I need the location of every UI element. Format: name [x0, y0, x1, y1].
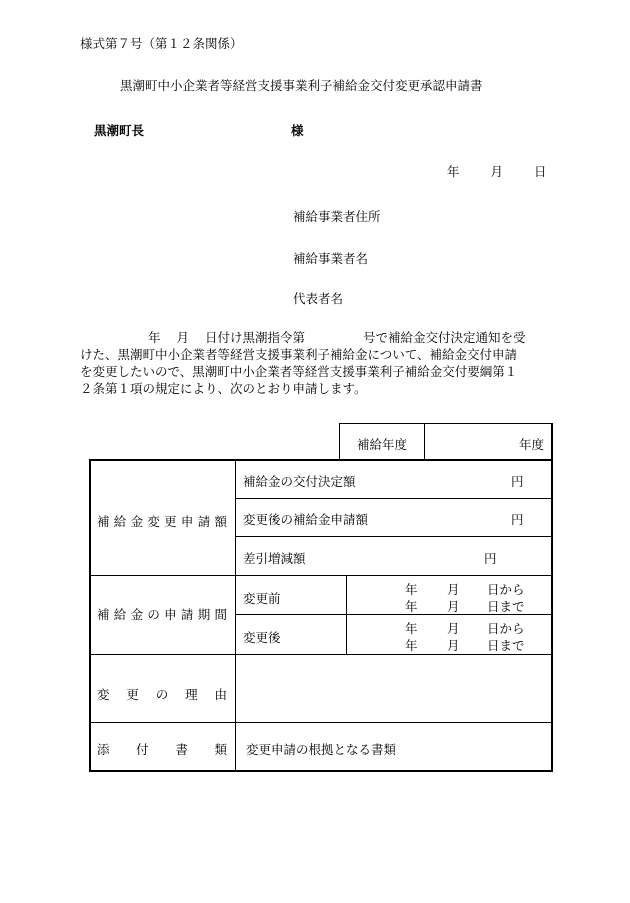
- period-after-from-year: 年: [405, 621, 418, 636]
- table-line: [346, 575, 347, 654]
- statement-date-ref: 日付け黒潮指令第: [205, 330, 306, 345]
- period-after-from-month: 月: [447, 621, 460, 636]
- table-line: [91, 722, 552, 723]
- period-before-to-month: 月: [447, 599, 460, 614]
- period-before-from-month: 月: [447, 582, 460, 597]
- reason-label: 変 更 の 理 由: [97, 687, 227, 702]
- period-after-to-day: 日まで: [487, 638, 525, 653]
- attachments-label: 添 付 書 類: [97, 742, 227, 757]
- attachments-value: 変更申請の根拠となる書類: [246, 742, 397, 757]
- document-title: 黒潮町中小企業者等経営支援事業利子補給金交付変更承認申請書: [120, 78, 483, 93]
- date-line: [447, 162, 547, 180]
- period-after-label: 変更後: [243, 630, 281, 645]
- date-month: 月: [490, 164, 504, 179]
- statement-year: 年: [148, 330, 161, 345]
- table-line: [89, 459, 91, 772]
- applicant-address-label: 補給事業者住所: [293, 209, 381, 224]
- table-line: [89, 459, 553, 461]
- statement-month: 月: [176, 330, 190, 345]
- period-after-to-year: 年: [405, 638, 418, 653]
- table-line: [91, 654, 552, 655]
- statement-line-4: ２条第１項の規定により、次のとおり申請します。: [80, 381, 367, 396]
- fiscal-year-unit: 年度: [519, 437, 545, 452]
- period-before-label: 変更前: [243, 591, 281, 606]
- period-after-to-month: 月: [447, 638, 460, 653]
- table-line: [89, 770, 553, 772]
- statement-line-2: けた、黒潮町中小企業者等経営支援事業利子補給金について、補給金交付申請: [80, 347, 518, 362]
- form-number: 様式第７号（第１２条関係）: [80, 36, 243, 51]
- period-after-from-day: 日から: [487, 621, 525, 636]
- difference-label: 差引増減額: [243, 551, 306, 566]
- table-line: [339, 423, 552, 424]
- applicant-name-label: 補給事業者名: [293, 251, 369, 266]
- table-line: [551, 423, 553, 772]
- decided-amount-label: 補給金の交付決定額: [243, 474, 356, 489]
- application-statement: [80, 329, 526, 397]
- table-line: [235, 461, 236, 771]
- period-before-to-year: 年: [405, 599, 418, 614]
- period-before-from-day: 日から: [487, 582, 525, 597]
- honorific: 様: [291, 123, 304, 138]
- table-line: [424, 423, 425, 461]
- date-year: 年: [447, 164, 460, 179]
- amount-section-label: 補 給 金 変 更 申 請 額: [97, 514, 227, 529]
- statement-number-ref: 号で補給金交付決定通知を受: [363, 330, 526, 345]
- addressee: 黒潮町長: [94, 123, 145, 138]
- period-before-from-year: 年: [405, 582, 418, 597]
- fiscal-year-label: 補給年度: [356, 437, 407, 452]
- period-before-to-day: 日まで: [487, 599, 525, 614]
- decided-amount-unit: 円: [511, 474, 524, 489]
- statement-line-3: を変更したいので、黒潮町中小企業者等経営支援事業利子補給金交付要綱第１: [80, 364, 518, 379]
- difference-unit: 円: [484, 551, 497, 566]
- revised-amount-unit: 円: [511, 512, 524, 527]
- table-line: [236, 536, 552, 537]
- revised-amount-label: 変更後の補給金申請額: [243, 512, 369, 527]
- table-line: [236, 498, 552, 499]
- representative-label: 代表者名: [293, 291, 344, 306]
- table-line: [91, 575, 552, 576]
- date-day: 日: [534, 164, 547, 179]
- period-section-label: 補 給 金 の 申 請 期 間: [97, 607, 227, 622]
